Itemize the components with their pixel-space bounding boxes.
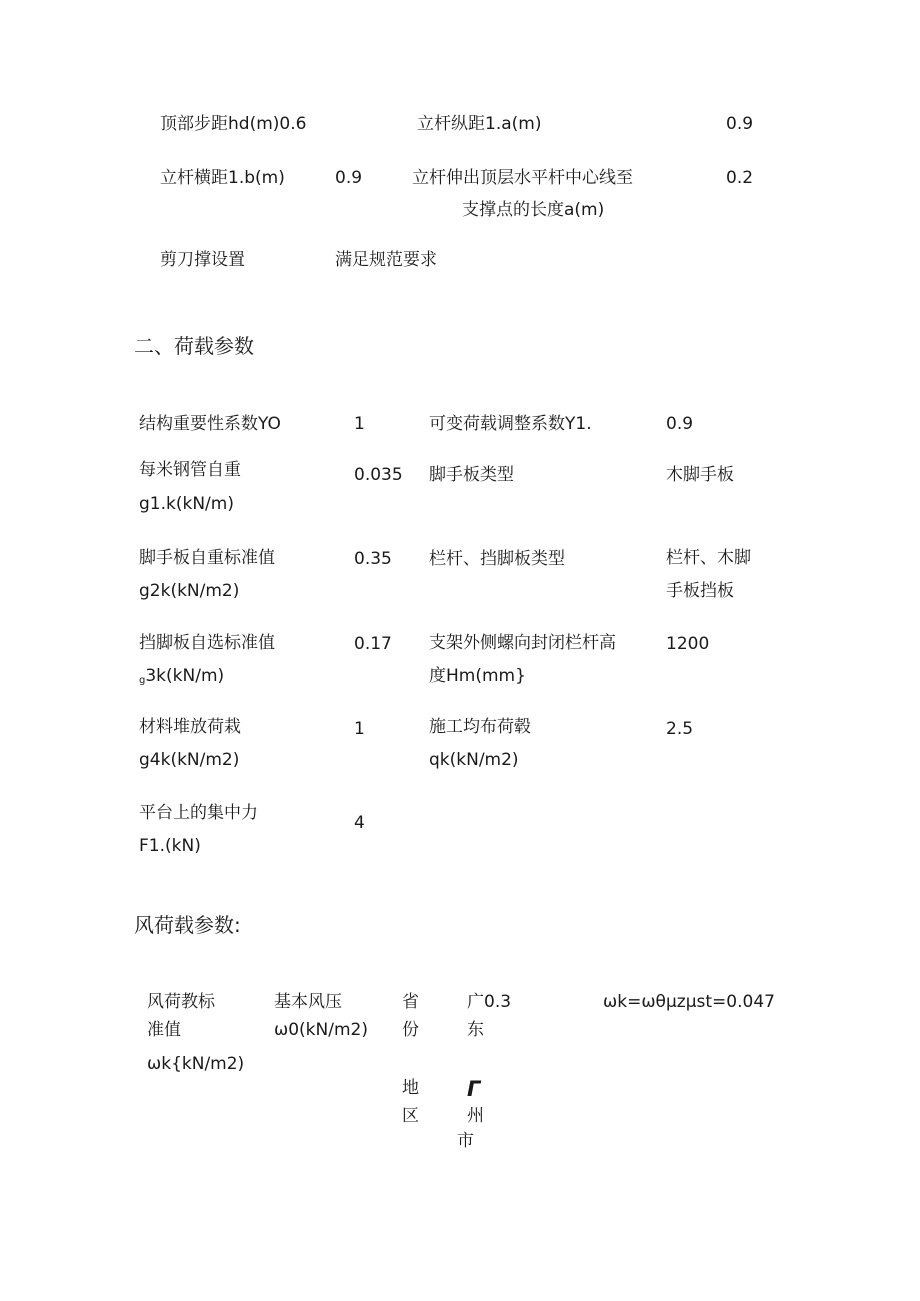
load-row-label: 结构重要性系数YO [139,414,281,434]
long-spacing-label: 立杆纵距1.a(m) [417,114,542,134]
region-value-line2: 州 [467,1106,484,1126]
region-value-line1: Γ [467,1077,481,1101]
load-row-value: 0.9 [666,414,694,434]
load-row-value: 1200 [666,634,710,654]
load-row-label: 施工均布荷毂 [429,717,531,737]
extend-label-line2: 支撑点的长度a(m) [462,200,605,220]
wind-section-heading: 风荷载参数: [134,913,241,937]
load-row-value-line2: 手板挡板 [666,581,734,601]
load-row-label-unit: g2k(kN∕m2) [139,581,240,601]
load-row-label-line2: 度Hm(mm} [429,666,526,686]
load-row-value: 栏杆、木脚 [666,548,751,568]
basic-pressure-label: 基本风压 [274,992,342,1012]
load-row-label: 栏杆、挡脚板类型 [429,549,565,569]
top-step-label: 顶部步距hd(m)0.6 [160,114,307,134]
load-row-label: 材料堆放荷栽 [139,717,241,737]
load-row-value: 1 [354,414,365,434]
region-label-line1: 地 [402,1078,419,1098]
province-label-line1: 省 [402,992,419,1012]
province-value-line1: 广0.3 [467,992,512,1012]
long-spacing-value: 0.9 [726,114,754,134]
load-row-label: 脚手板自重标准值 [139,548,275,568]
load-row-label-unit: g1.k(kN∕m) [139,494,234,514]
extend-label-line1: 立杆伸出顶层水平杆中心线至 [412,168,633,188]
wind-label-line1: 风荷教标 [147,992,215,1012]
load-section-heading: 二、荷载参数 [134,334,254,358]
load-row-label-unit [139,666,224,688]
wind-label-unit: ωk{kN∕m2) [147,1054,245,1074]
load-row-value: 1 [354,719,365,739]
load-row-value: 木脚手板 [666,465,734,485]
load-row-label-prefix: g [139,675,146,686]
brace-value: 满足规范要求 [335,250,437,270]
load-row-label-unit-text: 3k(kN∕m) [145,666,225,686]
load-row-label: 挡脚板自选标准值 [139,633,275,653]
trans-spacing-label: 立杆横距1.b(m) [160,168,285,188]
wind-formula: ωk=ωθμzμst=0.047 [603,992,775,1012]
load-row-label-unit: g4k(kN∕m2) [139,750,240,770]
load-row-label-unit: F1.(kN) [139,836,201,856]
load-row-value: 0.35 [354,549,392,569]
load-row-value: 2.5 [666,719,694,739]
region-value-line3: 市 [457,1131,474,1151]
load-row-label: 脚手板类型 [429,465,514,485]
extend-value: 0.2 [726,168,754,188]
province-value-line2: 东 [467,1020,484,1040]
load-row-label: 每米钢管自重 [139,460,241,480]
load-row-value: 0.035 [354,465,403,485]
basic-pressure-unit: ω0(kN∕m2) [274,1020,368,1040]
region-label-line2: 区 [402,1106,419,1126]
load-row-value: 4 [354,813,365,833]
load-row-label: 平台上的集中力 [139,803,258,823]
trans-spacing-value: 0.9 [335,168,363,188]
load-row-value: 0.17 [354,634,392,654]
load-row-label: 可变荷载调整系数Y1. [429,414,592,434]
load-row-label: 支架外侧螺向封闭栏杆高 [429,633,616,653]
wind-label-line2: 准值 [147,1020,181,1040]
province-label-line2: 份 [402,1020,419,1040]
load-row-label-line2: qk(kN∕m2) [429,750,519,770]
brace-label: 剪刀撑设置 [160,250,245,270]
